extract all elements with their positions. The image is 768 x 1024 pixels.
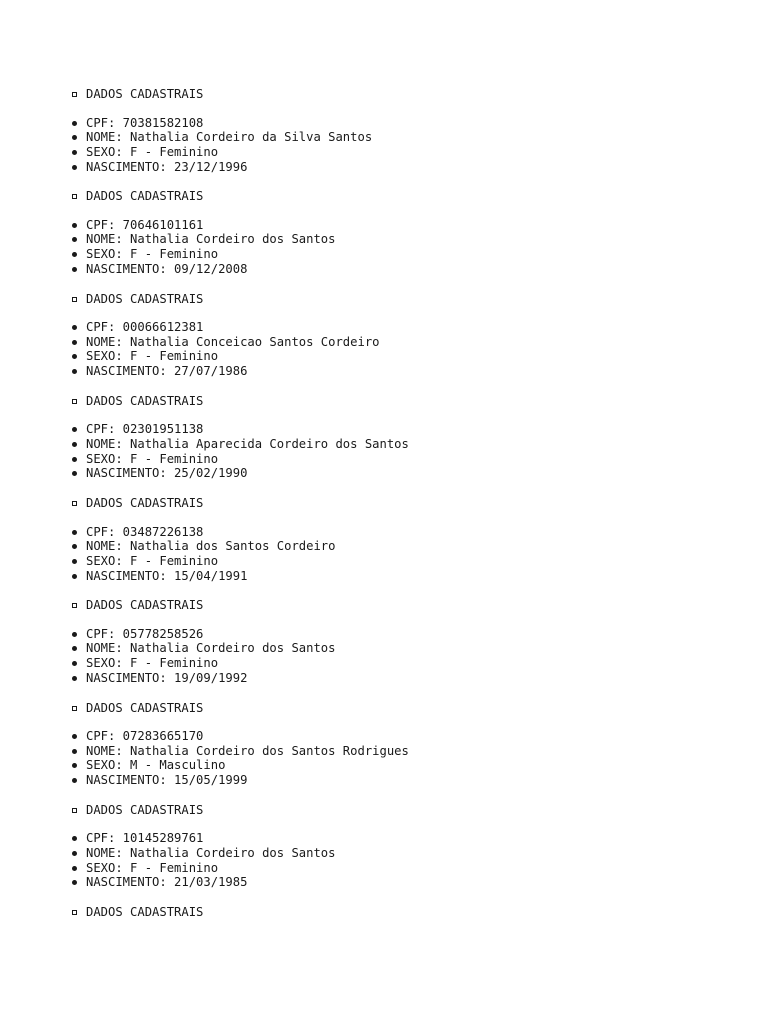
name-value: NOME: Nathalia Cordeiro dos Santos (86, 641, 336, 656)
name-value: NOME: Nathalia Cordeiro dos Santos Rodrigues (86, 743, 409, 758)
list-item (72, 627, 752, 642)
list-item (72, 262, 752, 277)
bullet-icon (72, 471, 77, 476)
section-heading-text: DADOS CADASTRAIS (86, 291, 204, 306)
list-item (72, 452, 752, 467)
list-item (72, 218, 752, 233)
list-item (72, 335, 752, 350)
bullet-icon (72, 442, 77, 447)
list-item (72, 525, 752, 540)
record-details-list (72, 116, 752, 175)
list-item (72, 539, 752, 554)
bullet-icon (72, 121, 77, 126)
bullet-icon (72, 252, 77, 257)
bullet-icon (72, 165, 77, 170)
list-item (72, 116, 752, 131)
section-heading (72, 188, 752, 204)
bullet-icon (72, 530, 77, 535)
birth-value: NASCIMENTO: 25/02/1990 (86, 466, 248, 481)
sex-value: SEXO: F - Feminino (86, 144, 219, 159)
section-heading (72, 597, 752, 613)
bullet-icon (72, 866, 77, 871)
sex-value: SEXO: F - Feminino (86, 656, 219, 671)
list-item (72, 671, 752, 686)
record-details-list (72, 320, 752, 379)
record-details-list (72, 627, 752, 686)
list-item (72, 861, 752, 876)
bullet-icon (72, 354, 77, 359)
square-bullet-icon (72, 808, 77, 813)
list-item (72, 875, 752, 890)
bullet-icon (72, 135, 77, 140)
bullet-icon (72, 836, 77, 841)
bullet-icon (72, 778, 77, 783)
section-heading-text: DADOS CADASTRAIS (86, 598, 204, 613)
bullet-icon (72, 734, 77, 739)
list-item (72, 569, 752, 584)
list-item (72, 145, 752, 160)
section-heading (72, 291, 752, 307)
list-item (72, 232, 752, 247)
record-block (72, 393, 752, 481)
bullet-icon (72, 749, 77, 754)
record-details-list (72, 218, 752, 277)
square-bullet-icon (72, 92, 77, 97)
bullet-icon (72, 661, 77, 666)
cpf-value: CPF: 05778258526 (86, 626, 204, 641)
list-item (72, 641, 752, 656)
cpf-value: CPF: 03487226138 (86, 524, 204, 539)
name-value: NOME: Nathalia Aparecida Cordeiro dos Santos (86, 436, 409, 451)
cpf-value: CPF: 02301951138 (86, 422, 204, 437)
square-bullet-icon (72, 399, 77, 404)
bullet-icon (72, 325, 77, 330)
bullet-icon (72, 646, 77, 651)
bullet-icon (72, 544, 77, 549)
list-item (72, 247, 752, 262)
bullet-icon (72, 851, 77, 856)
bullet-icon (72, 763, 77, 768)
list-item (72, 320, 752, 335)
list-item (72, 831, 752, 846)
name-value: NOME: Nathalia Conceicao Santos Cordeiro (86, 334, 380, 349)
square-bullet-icon (72, 297, 77, 302)
list-item (72, 160, 752, 175)
cpf-value: CPF: 10145289761 (86, 831, 204, 846)
sex-value: SEXO: F - Feminino (86, 451, 219, 466)
bullet-icon (72, 340, 77, 345)
section-heading (72, 904, 752, 920)
list-item (72, 773, 752, 788)
name-value: NOME: Nathalia Cordeiro dos Santos (86, 845, 336, 860)
section-heading-text: DADOS CADASTRAIS (86, 802, 204, 817)
list-item (72, 364, 752, 379)
sex-value: SEXO: F - Feminino (86, 553, 219, 568)
square-bullet-icon (72, 910, 77, 915)
square-bullet-icon (72, 194, 77, 199)
bullet-icon (72, 223, 77, 228)
record-block (72, 495, 752, 583)
list-item (72, 846, 752, 861)
section-heading-text: DADOS CADASTRAIS (86, 189, 204, 204)
list-item (72, 349, 752, 364)
bullet-icon (72, 880, 77, 885)
bullet-icon (72, 267, 77, 272)
record-block (72, 86, 752, 174)
record-block (72, 700, 752, 788)
section-heading-text: DADOS CADASTRAIS (86, 905, 204, 919)
bullet-icon (72, 457, 77, 462)
square-bullet-icon (72, 501, 77, 506)
section-heading-text: DADOS CADASTRAIS (86, 496, 204, 510)
cpf-value: CPF: 70646101161 (86, 217, 204, 232)
sex-value: SEXO: F - Feminino (86, 860, 219, 875)
list-item (72, 422, 752, 437)
section-heading-text: DADOS CADASTRAIS (86, 87, 204, 101)
record-block (72, 597, 752, 685)
name-value: NOME: Nathalia Cordeiro dos Santos (86, 232, 336, 247)
section-heading (72, 393, 752, 409)
list-item (72, 729, 752, 744)
record-block (72, 904, 752, 920)
record-details-list (72, 831, 752, 890)
list-item (72, 466, 752, 481)
section-heading (72, 495, 752, 511)
record-block (72, 291, 752, 379)
sex-value: SEXO: M - Masculino (86, 758, 226, 773)
section-heading-text: DADOS CADASTRAIS (86, 700, 204, 715)
birth-value: NASCIMENTO: 23/12/1996 (86, 159, 248, 174)
name-value: NOME: Nathalia dos Santos Cordeiro (86, 539, 336, 554)
record-block (72, 802, 752, 890)
section-heading (72, 86, 752, 102)
name-value: NOME: Nathalia Cordeiro da Silva Santos (86, 130, 373, 145)
list-item (72, 554, 752, 569)
list-item (72, 758, 752, 773)
cpf-value: CPF: 00066612381 (86, 320, 204, 334)
section-heading (72, 802, 752, 818)
record-details-list (72, 422, 752, 481)
birth-value: NASCIMENTO: 21/03/1985 (86, 875, 248, 890)
bullet-icon (72, 632, 77, 637)
cpf-value: CPF: 07283665170 (86, 729, 204, 743)
bullet-icon (72, 369, 77, 374)
section-heading (72, 700, 752, 716)
section-heading-text: DADOS CADASTRAIS (86, 393, 204, 408)
list-item (72, 437, 752, 452)
bullet-icon (72, 237, 77, 242)
birth-value: NASCIMENTO: 27/07/1986 (86, 364, 248, 379)
sex-value: SEXO: F - Feminino (86, 349, 219, 364)
bullet-icon (72, 559, 77, 564)
document-body (72, 86, 752, 920)
birth-value: NASCIMENTO: 09/12/2008 (86, 261, 248, 276)
bullet-icon (72, 427, 77, 432)
list-item (72, 130, 752, 145)
record-details-list (72, 525, 752, 584)
bullet-icon (72, 676, 77, 681)
record-block (72, 188, 752, 276)
square-bullet-icon (72, 603, 77, 608)
bullet-icon (72, 574, 77, 579)
sex-value: SEXO: F - Feminino (86, 247, 219, 262)
list-item (72, 744, 752, 759)
birth-value: NASCIMENTO: 15/04/1991 (86, 568, 248, 583)
square-bullet-icon (72, 706, 77, 711)
birth-value: NASCIMENTO: 19/09/1992 (86, 670, 248, 685)
list-item (72, 656, 752, 671)
cpf-value: CPF: 70381582108 (86, 115, 204, 130)
bullet-icon (72, 150, 77, 155)
record-details-list (72, 729, 752, 788)
birth-value: NASCIMENTO: 15/05/1999 (86, 773, 248, 788)
